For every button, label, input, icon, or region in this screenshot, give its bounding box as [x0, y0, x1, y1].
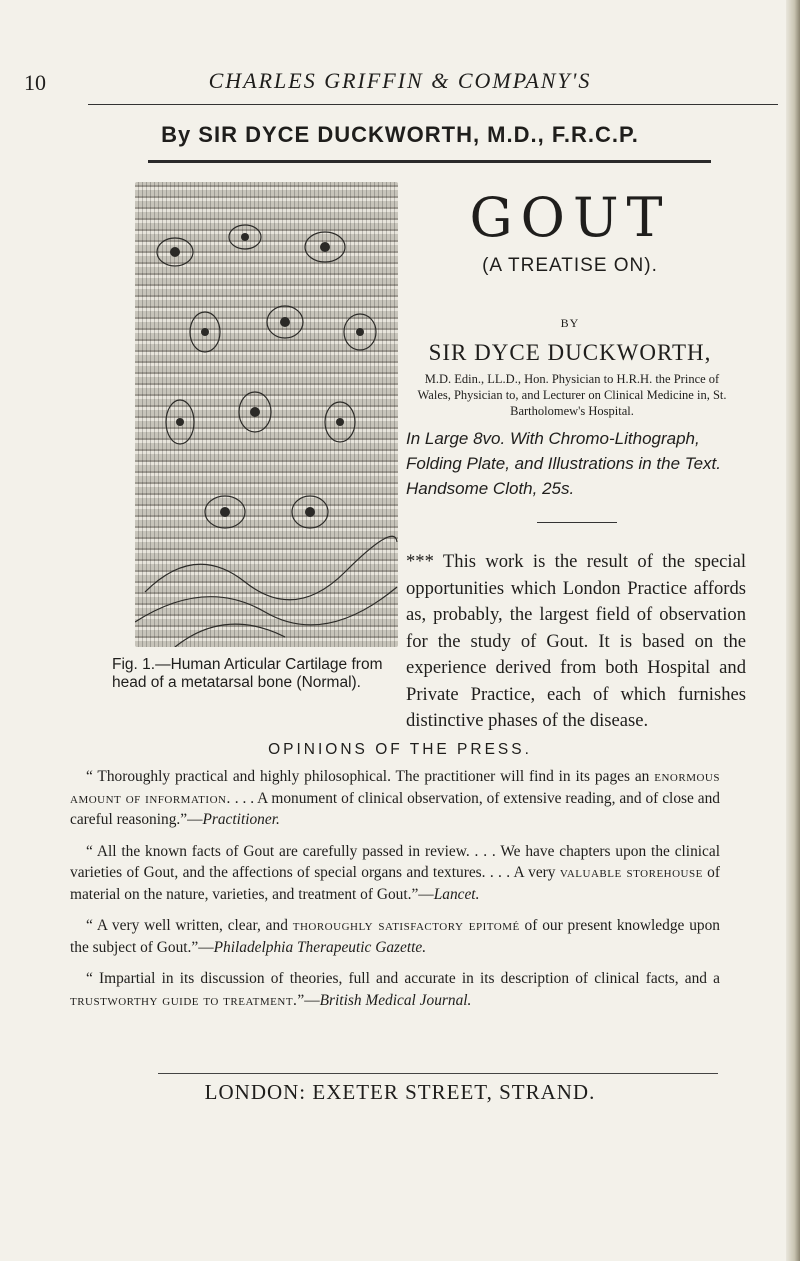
book-subtitle: (A TREATISE ON). — [482, 255, 658, 276]
author-name: SIR DYCE DUCKWORTH, — [428, 340, 712, 365]
press-quotes — [70, 766, 720, 1021]
book-description: *** This work is the result of the special opportunities which London Practice affords as, probably, the largest field of observation for the study of Gout. It is based on the experience derived from both Hospital and Private Practice, each of which furnishes distinctive phases of the disease. — [406, 551, 746, 731]
author-rule — [148, 160, 711, 163]
section-divider — [537, 522, 617, 523]
quote-philadelphia-gazette: “ A very well written, clear, and thoroughly satisfactory epitomé of our present knowledge upon the subject of Gout.”—Philadelphia Therapeutic Gazette. — [70, 917, 720, 956]
publisher-imprint: LONDON: EXETER STREET, STRAND. — [204, 1080, 596, 1104]
book-title: GOUT — [469, 186, 671, 249]
book-format: In Large 8vo. With Chromo-Lithograph, Folding Plate, and Illustrations in the Text. Handsome Cloth, 25s. — [406, 429, 721, 498]
quote-lancet: “ All the known facts of Gout are carefully passed in review. . . . We have chapters upon the clinical varieties of Gout, and the affections of special organs and textures. . . . A very valuable storehouse of material on the nature, varieties, and treatment of Gout.”—Lancet. — [70, 842, 720, 903]
header-rule — [88, 104, 778, 105]
cartilage-engraving — [135, 182, 398, 647]
author-credentials: M.D. Edin., LL.D., Hon. Physician to H.R.H. the Prince of Wales, Physician to, and Lecturer on Clinical Medicine in, St. Bartholomew's Hospital. — [417, 372, 727, 418]
quote-british-medical-journal: “ Impartial in its discussion of theories, full and accurate in its description of clinical facts, and a trustworthy guide to treatment.”—British Medical Journal. — [70, 970, 720, 1009]
press-heading: OPINIONS OF THE PRESS. — [268, 741, 532, 758]
figure-caption: Fig. 1.—Human Articular Cartilage from head of a metatarsal bone (Normal). — [112, 656, 383, 691]
footer-rule — [158, 1073, 718, 1074]
page-number: 10 — [24, 70, 46, 95]
quote-practitioner: “ Thoroughly practical and highly philosophical. The practitioner will find in its pages an enormous amount of information. . . . A monument of clinical observation, of extensive reading, and of close and careful reasoning.”—Practitioner. — [70, 768, 720, 828]
by-label: BY — [560, 316, 580, 330]
running-head: CHARLES GRIFFIN & COMPANY'S — [208, 68, 592, 93]
cartilage-illustration — [135, 182, 398, 647]
page-edge — [786, 0, 800, 1261]
author-line: By SIR DYCE DUCKWORTH, M.D., F.R.C.P. — [161, 122, 639, 147]
